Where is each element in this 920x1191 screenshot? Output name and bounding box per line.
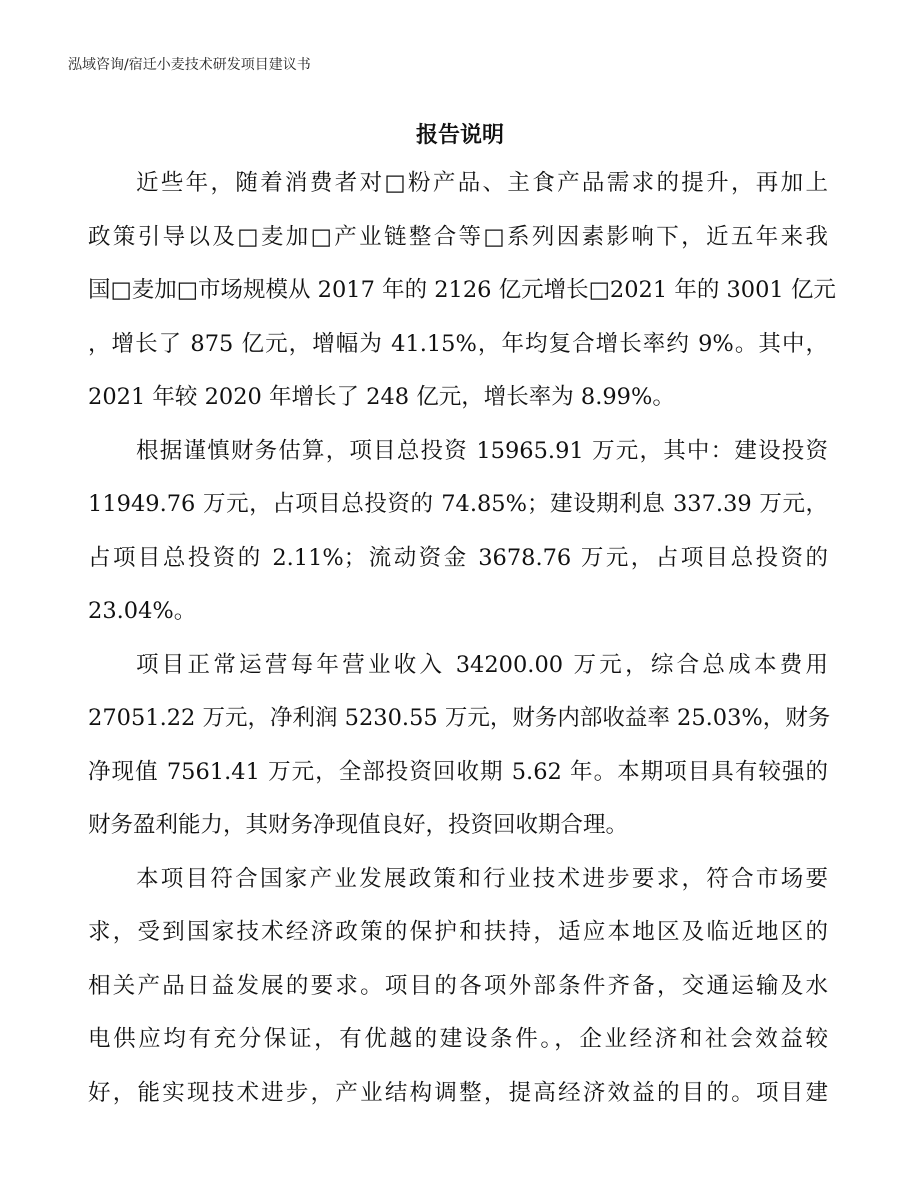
paragraph-line: 求，受到国家技术经济政策的保护和扶持，适应本地区及临近地区的 xyxy=(88,919,828,945)
paragraph-line: 2021 年较 2020 年增长了 248 亿元，增长率为 8.99%。 xyxy=(88,384,675,410)
paragraph-line: 财务盈利能力，其财务净现值良好，投资回收期合理。 xyxy=(88,812,629,838)
paragraph-line: 占项目总投资的 2.11%；流动资金 3678.76 万元，占项目总投资的 xyxy=(88,544,828,571)
paragraph-line: 好，能实现技术进步，产业结构调整，提高经济效益的目的。项目建 xyxy=(88,1079,828,1106)
paragraph-line: 国□麦加□市场规模从 2017 年的 2126 亿元增长□2021 年的 3001 亿元 xyxy=(88,277,836,303)
paragraph-line: 项目正常运营每年营业收入 34200.00 万元，综合总成本费用 xyxy=(136,651,828,678)
paragraph-line: 相关产品日益发展的要求。项目的各项外部条件齐备，交通运输及水 xyxy=(88,972,828,999)
paragraph-line: 电供应均有充分保证，有优越的建设条件。，企业经济和社会效益较 xyxy=(88,1026,828,1052)
paragraph-line: 23.04%。 xyxy=(88,598,197,624)
running-header: 泓域咨询/宿迁小麦技术研发项目建议书 xyxy=(68,57,311,73)
paragraph-line: ，增长了 875 亿元，增幅为 41.15%，年均复合增长率约 9%。其中， xyxy=(88,330,828,357)
paragraph-line: 政策引导以及□麦加□产业链整合等□系列因素影响下，近五年来我 xyxy=(88,223,828,250)
paragraph-line: 根据谨慎财务估算，项目总投资 15965.91 万元，其中：建设投资 xyxy=(136,437,828,464)
paragraph-line: 27051.22 万元，净利润 5230.55 万元，财务内部收益率 25.03%，财务 xyxy=(88,705,831,731)
document-body xyxy=(88,166,836,1129)
paragraph-line: 11949.76 万元，占项目总投资的 74.85%；建设期利息 337.39 万元， xyxy=(88,491,828,517)
paragraph-line: 净现值 7561.41 万元，全部投资回收期 5.62 年。本期项目具有较强的 xyxy=(88,758,828,785)
page-title: 报告说明 xyxy=(415,123,504,148)
paragraph-line: 本项目符合国家产业发展政策和行业技术进步要求，符合市场要 xyxy=(136,865,828,892)
paragraph-line: 近些年，随着消费者对□粉产品、主食产品需求的提升，再加上 xyxy=(136,170,828,196)
